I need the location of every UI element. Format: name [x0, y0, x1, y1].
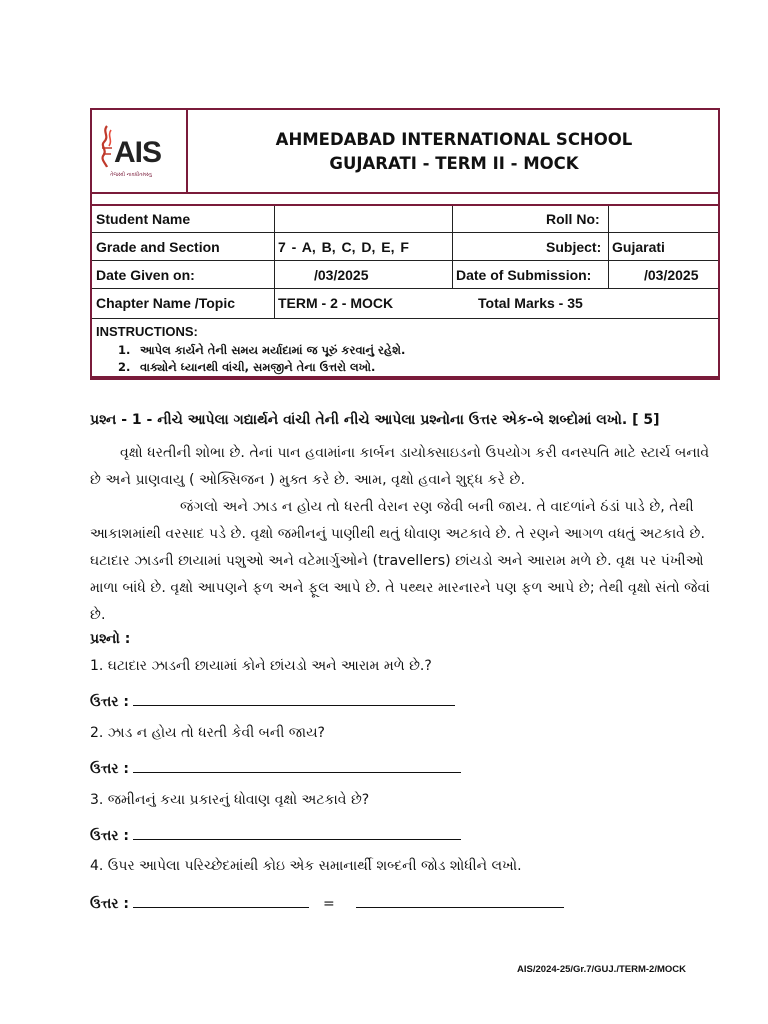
- answer-blank-1[interactable]: [133, 691, 455, 706]
- question-instruction: નીચે આપેલા ગદ્યાર્થને વાંચી તેની નીચે આપેલા પ્રશ્નોના ઉત્તર એક-બે શબ્દોમાં લખો.: [157, 412, 628, 428]
- question-heading: [90, 412, 660, 428]
- questions-label: પ્રશ્નો :: [90, 631, 131, 647]
- date-given-value: /03/2025: [314, 267, 369, 283]
- passage-paragraph-1: વૃક્ષો ધરતીની શોભા છે. તેનાં પાન હવામાંના કાર્બન ડાયોક્સાઇડનો ઉપયોગ કરી વનસ્પતિ માટે સ્ટાર્ચ બનાવે છે અને પ્રાણવાયુ ( ઓક્સિજન ) મુક્ત કરે છે. આમ, વૃક્ષો હવાને શુદ્ધ કરે છે.: [90, 445, 710, 488]
- table-col-divider: [452, 206, 453, 288]
- grade-value: 7 - A, B, C, D, E, F: [278, 239, 409, 255]
- instruction-number: 1.: [118, 343, 131, 357]
- answer-row-2: [90, 758, 461, 777]
- equals-sign: =: [323, 896, 335, 912]
- answer-row-4: [90, 893, 564, 912]
- answer-label: ઉત્તર :: [90, 761, 129, 777]
- date-submission-label: Date of Submission:: [456, 267, 592, 283]
- answer-label: ઉત્તર :: [90, 828, 129, 844]
- instruction-text: વાક્યોને ધ્યાનથી વાંચી, સમજીને તેના ઉત્તરો લખો.: [140, 360, 376, 374]
- student-name-label: Student Name: [96, 211, 191, 227]
- answer-label: ઉત્તર :: [90, 896, 129, 912]
- sub-question-1: 1. ઘટાદાર ઝાડની છાયામાં કોને છાંયડો અને આરામ મળે છે.?: [90, 658, 432, 674]
- table-col-divider: [608, 206, 609, 288]
- sub-question-3: 3. જમીનનું કયા પ્રકારનું ધોવાણ વૃક્ષો અટકાવે છે?: [90, 792, 370, 808]
- table-row-divider: [92, 260, 718, 261]
- total-marks: Total Marks - 35: [478, 295, 583, 311]
- instruction-text: આપેલ કાર્યને તેની સમય મર્યાદામાં જ પૂરું કરવાનું રહેશે.: [140, 343, 406, 357]
- header-divider-band: [92, 192, 718, 206]
- exam-title: GUJARATI - TERM II - MOCK: [329, 154, 579, 173]
- logo-text: AIS: [114, 136, 162, 169]
- answer-label: ઉત્તર :: [90, 694, 129, 710]
- header-box: [90, 108, 720, 380]
- question-number: પ્રશ્ન - 1 -: [90, 412, 153, 428]
- table-row-divider: [92, 232, 718, 233]
- header-bottom-band: [92, 376, 718, 378]
- answer-blank-2[interactable]: [133, 758, 461, 773]
- school-logo: [92, 110, 188, 192]
- grade-label: Grade and Section: [96, 239, 220, 255]
- chapter-label: Chapter Name /Topic: [96, 295, 235, 311]
- table-col-divider: [274, 206, 275, 318]
- date-given-label: Date Given on:: [96, 267, 195, 283]
- instruction-item: [118, 360, 375, 375]
- answer-row-1: [90, 691, 455, 710]
- document-code: AIS/2024-25/Gr.7/GUJ./TERM-2/MOCK: [517, 964, 686, 975]
- sub-question-2: 2. ઝાડ ન હોય તો ધરતી કેવી બની જાય?: [90, 725, 325, 741]
- instruction-item: [118, 343, 405, 358]
- roll-no-label: Roll No:: [546, 211, 600, 227]
- instructions-title: INSTRUCTIONS:: [96, 324, 198, 339]
- subject-label: Subject:: [546, 239, 602, 255]
- sub-question-4: 4. ઉપર આપેલા પરિચ્છેદમાંથી કોઇ એક સમાનાર્થી શબ્દની જોડ શોધીને લખો.: [90, 858, 522, 874]
- answer-row-3: [90, 825, 461, 844]
- answer-blank-4b[interactable]: [356, 893, 564, 908]
- chapter-value: TERM - 2 - MOCK: [278, 295, 394, 311]
- logo-tagline: તેજસ્વી નાવધીતમસ્તુ: [110, 172, 152, 178]
- date-submission-value: /03/2025: [644, 267, 699, 283]
- question-marks: [ 5]: [632, 412, 660, 428]
- answer-blank-4a[interactable]: [133, 893, 309, 908]
- table-row-divider: [92, 318, 718, 319]
- school-name: AHMEDABAD INTERNATIONAL SCHOOL: [275, 130, 633, 149]
- answer-blank-3[interactable]: [133, 825, 461, 840]
- passage-paragraph-2: જંગલો અને ઝાડ ન હોય તો ધરતી વેરાન રણ જેવી બની જાય. તે વાદળાંને ઠંડાં પાડે છે, તેથી આકાશમાંથી વરસાદ પડે છે. વૃક્ષો જમીનનું પાણીથી થતું ધોવાણ અટકાવે છે. તે રણને આગળ વધતું અટકાવે છે. ઘટાદાર ઝાડની છાયામાં પશુઓ અને વટેમાર્ગુઓને (travellers) છાંયડો અને આરામ મળે છે. વૃક્ષ પર પંખીઓ માળા બાંધે છે. વૃક્ષો આપણને ફળ અને ફૂલ આપે છે. તે પથ્થર મારનારને પણ ફળ આપે છે; તેથી વૃક્ષો સંતો જેવાં છે.: [90, 499, 710, 623]
- instruction-number: 2.: [118, 360, 131, 374]
- table-row-divider: [92, 288, 718, 289]
- subject-value: Gujarati: [612, 239, 665, 255]
